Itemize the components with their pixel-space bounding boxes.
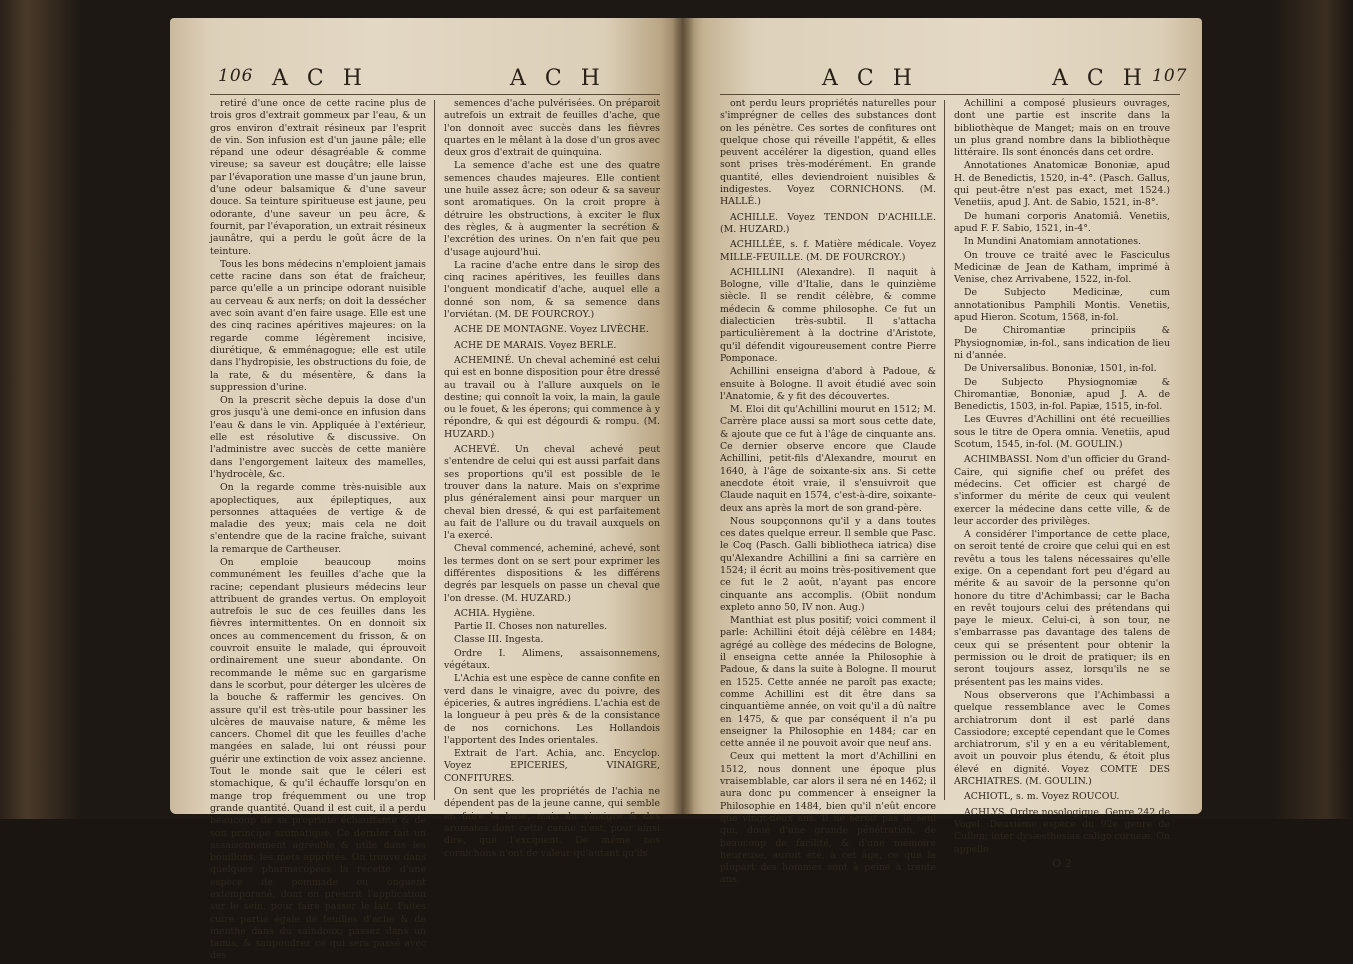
running-head-right-col2: A C H (1052, 66, 1148, 91)
paragraph: Manthiat est plus positif; voici comment il parle: Achillini étoit déjà célèbre en 1484; agrégé au collège des médecins de Bologne, il enseigna cette année la Philosophie à Padoue, & dans la suite à Bologne. Il mourut en 1525. Cette année ne paroît pas exacte; comme Achillini est dit être dans sa cinquantième année, on voit qu'il a dû naître en 1475, & que par conséquent il n'a pu enseigner la Philosophie en 1484; car en cette année il ne pouvoit avoir que neuf ans. (720, 615, 936, 750)
paragraph: A considérer l'importance de cette place, on seroit tenté de croire que celui qui en est revêtu a tous les talens nécessaires qu'elle exige. On a cependant fort peu d'égard au mérite & au savoir de la personne qu'on honore du titre d'Achimbassi; car le Bacha en revêt toujours celui des prétendans qui paye le mieux. Celui-ci, à son tour, ne s'embarrasse pas davantage des talens de ceux qui se présentent pour obtenir la permission ou le droit de pratiquer; ils en seront toujours assez, lorsqu'ils ne se présentent pas les mains vides. (954, 529, 1170, 688)
paragraph: ACHLYS. Ordre nosologique. Genre 242 de Vogel. Deuxième espèce du 92e genre de Cullen; inter dysæsthesias caligo corneæ. On appelle (954, 806, 1170, 855)
paragraph: ont perdu leurs propriétés naturelles pour s'imprégner de celles des substances dont on les pénètre. Ces sortes de confitures ont quelque chose qui réveille l'appétit, & elles peuvent accélérer la digestion, quand elles sont prises très-modérément. En grande quantité, elles deviendroient nuisibles & indigestes. Voyez CORNICHONS. (M. HALLÉ.) (720, 98, 936, 208)
paragraph: ACHEMINÉ. Un cheval acheminé est celui qui est en bonne disposition pour être dressé au travail ou à l'allure auxquels on le destine; qui connoît la voix, la main, la gaule ou le fouet, & les éperons; qui commence à y répondre, & qui est dégourdi & rompu. (M. HUZARD.) (444, 354, 660, 440)
right-column-2 (954, 98, 1170, 870)
paragraph: ACHILLINI (Alexandre). Il naquit à Bologne, ville d'Italie, dans le quinzième siècle. Il se rendit célèbre, & comme médecin & comme philosophe. Ce fut un dialecticien très-subtil. Il s'attacha particulièrement à la doctrine d'Aristote, qu'il défendit vigoureusement contre Pierre Pomponace. (720, 266, 936, 364)
paragraph: Les Œuvres d'Achillini ont été recueillies sous le titre de Opera omnia. Venetiis, apud Scotum, 1545, in-fol. (M. GOULIN.) (954, 414, 1170, 451)
left-page (170, 18, 682, 962)
header-rule-left (210, 94, 660, 95)
paragraph: De Subjecto Medicinæ, cum annotationibus Pamphili Montis. Venetiis, apud Hieron. Scotum, 1568, in-fol. (954, 287, 1170, 324)
paragraph: Classe III. Ingesta. (454, 634, 544, 646)
paragraph: Achillini a composé plusieurs ouvrages, dont une partie est inscrite dans la bibliothèque de Manget; mais on en trouve un plus grand nombre dans la bibliothèque littéraire. Ils sont énoncés dans cet ordre. (954, 98, 1170, 159)
paragraph: Annotationes Anatomicæ Bononiæ, apud H. de Benedictis, 1520, in-4°. (Pasch. Gallus, qui peut-être n'est pas exact, met 1524.) Venetiis, apud J. Ant. de Sabio, 1521, in-8°. (954, 160, 1170, 209)
paragraph: On la regarde comme très-nuisible aux apoplectiques, aux épileptiques, aux personnes attaquées de vertige & de maladie des yeux; mais cela ne doit s'entendre que de la racine fraîche, suivant la remarque de Cartheuser. (210, 482, 426, 555)
paragraph: In Mundini Anatomiam annotationes. (964, 236, 1142, 248)
left-column-2 (444, 98, 660, 861)
paragraph: retiré d'une once de cette racine plus de trois gros d'extrait gommeux par l'eau, & un gros environ d'extrait résineux par l'esprit de vin. Son infusion est d'un jaune pâle; elle répand une odeur désagréable & comme vireuse; sa saveur est douçâtre; elle laisse par l'évaporation une masse d'un jaune brun, d'une odeur balsamique & d'une saveur douce. Sa teinture spiritueuse est jaune, peu odorante, d'une saveur un peu âcre, & fournit, par l'évaporation, un extrait résineux jaunâtre, qui a perdu le goût âcre de la teinture. (210, 98, 426, 257)
running-head-left-col1: A C H (272, 66, 368, 91)
paragraph: Tous les bons médecins n'emploient jamais cette racine dans son état de fraîcheur, parce qu'elle a un principe odorant nuisible au cerveau & aux nerfs; on doit la dessécher avec soin avant d'en faire usage. Elle est une des cinq racines apéritives majeures: on la regarde comme légèrement incisive, diurétique, & emménagogue; elle est utile dans l'hydropisie, les obstructions du foie, de la rate, & du mésentère, & dans la suppression d'urine. (210, 258, 426, 393)
header-rule-right (720, 94, 1180, 95)
left-column-1 (210, 98, 426, 964)
paragraph: Nous soupçonnons qu'il y a dans toutes ces dates quelque erreur. Il semble que Pasc. le Coq (Pasch. Galli bibliotheca iatrica) dise qu'Alexandre Achillini a fini sa carrière en 1524; il écrit au moins très-positivement que ce fut le 2 août, n'ayant pas encore cinquante ans accomplis. (Obiit nondum expleto anno 50, IV non. Aug.) (720, 515, 936, 613)
column-rule-left (434, 100, 435, 800)
paragraph: ACHIA. Hygiène. (454, 607, 536, 619)
paragraph: ACHILLÉE, s. f. Matière médicale. Voyez MILLE-FEUILLE. (M. DE FOURCROY.) (720, 239, 936, 263)
running-head-right-col1: A C H (822, 66, 918, 91)
paragraph: De humani corporis Anatomiâ. Venetiis, apud F. F. Sabio, 1521, in-4°. (954, 210, 1170, 234)
right-page-header (682, 66, 1202, 96)
paragraph: Cheval commencé, acheminé, achevé, sont les termes dont on se sert pour exprimer les différentes dispositions & les différens degrés par lesquels on passe un cheval que l'on dresse. (M. HUZARD.) (444, 543, 660, 604)
right-column-1 (720, 98, 936, 888)
paragraph: On trouve ce traité avec le Fasciculus Medicinæ de Jean de Katham, imprimé à Venise, chez Arrivabene, 1522, in-fol. (954, 249, 1170, 286)
paragraph: Partie II. Choses non naturelles. (454, 621, 608, 633)
paragraph: Extrait de l'art. Achia, anc. Encyclop. Voyez EPICERIES, VINAIGRE, CONFITURES. (444, 748, 660, 784)
signature-mark: O 2 (1052, 856, 1072, 870)
paragraph: ACHE DE MARAIS. Voyez BERLE. (454, 339, 617, 351)
paragraph: La semence d'ache est une des quatre semences chaudes majeures. Elle contient une huile assez âcre; son odeur & sa saveur sont aromatiques. On la croit propre à détruire les obstructions, à exciter le flux des règles, & à augmenter la secrétion & l'excrétion des urines. On n'en fait que peu d'usage aujourd'hui. (444, 160, 660, 258)
paragraph: ACHE DE MONTAGNE. Voyez LIVÈCHE. (454, 324, 649, 336)
paragraph: ACHILLE. Voyez TENDON D'ACHILLE. (M. HUZARD.) (720, 211, 936, 235)
paragraph: De Universalibus. Bononiæ, 1501, in-fol. (964, 363, 1157, 375)
left-page-header (170, 66, 682, 96)
paragraph: Ceux qui mettent la mort d'Achillini en 1512, nous donnent une époque plus vraisemblable, car alors il sera né en 1462; il aura donc pu commencer à enseigner la Philosophie en 1484, bien qu'il n'eût encore que vingt-deux ans. Il ne seroit pas le seul qui, doué d'une grande pénétration, de beaucoup de facilité, & d'une mémoire heureuse, auroit été, à cet âge, ce que la plupart des hommes sont à peine à trente ans. (720, 751, 936, 886)
paragraph: On la prescrit sèche depuis la dose d'un gros jusqu'à une demi-once en infusion dans l'eau & dans le vin. Appliquée à l'extérieur, elle est résolutive & discussive. On l'administre avec succès de cette manière dans l'engorgement laiteux des mamelles, l'hydrocèle, &c. (210, 395, 426, 480)
paragraph: ACHIMBASSI. Nom d'un officier du Grand-Caire, qui signifie chef ou préfet des médecins. Cet officier est chargé de s'informer du mérite de ceux qui veulent exercer la médecine dans cette ville, & de leur accorder des privilèges. (954, 454, 1170, 527)
paragraph: De Subjecto Physiognomiæ & Chiromantiæ, Bononiæ, apud J. A. de Benedictis, 1503, in-fol. Papiæ, 1515, in-fol. (954, 376, 1170, 413)
paragraph: semences d'ache pulvérisées. On préparoit autrefois un extrait de feuilles d'ache, que l'on donnoit avec succès dans les fièvres quartes en le mêlant à la dose d'un gros avec deux gros d'extrait de quinquina. (444, 98, 660, 159)
page-number-left: 106 (218, 66, 254, 86)
running-head-left-col2: A C H (510, 66, 606, 91)
paragraph: De Chiromantiæ principiis & Physiognomiæ, in-fol., sans indication de lieu ni d'année. (954, 325, 1170, 361)
right-page (682, 18, 1202, 886)
column-rule-right (944, 100, 945, 800)
paragraph: ACHEVÉ. Un cheval achevé peut s'entendre de celui qui est aussi parfait dans ses proportions qu'il est possible de le trouver dans la nature. Mais on s'exprime plus généralement ainsi pour marquer un cheval bien dressé, & qui est parfaitement au fait de l'allure ou du travail auxquels on l'a exercé. (444, 444, 660, 542)
paragraph: La racine d'ache entre dans le sirop des cinq racines apéritives, les feuilles dans l'onguent mondicatif d'ache, auquel elle a donné son nom, & sa semence dans l'orviétan. (M. DE FOURCROY.) (444, 259, 660, 321)
paragraph: On sent que les propriétés de l'achia ne dépendent pas de la jeune canne, qui semble en faire la base, mais du vinaigre & des aromates dont cette canne n'est, pour ainsi dire, que l'excipient. De même nos cornichons n'ont de valeur qu'autant qu'ils (444, 786, 660, 859)
paragraph: Ordre I. Alimens, assaisonnemens, végétaux. (444, 647, 660, 672)
paragraph: L'Achia est une espèce de canne confite en verd dans le vinaigre, avec du poivre, des épiceries, & autres ingrédiens. L'achia est de la longueur à peu près & de la consistance de nos cornichons. Les Hollandois l'apportent des Indes orientales. (444, 673, 661, 746)
paragraph: ACHIOTL, s. m. Voyez ROUCOU. (964, 791, 1120, 803)
page-number-right: 107 (1152, 66, 1188, 86)
paragraph: Achillini enseigna d'abord à Padoue, & ensuite à Bologne. Il avoit étudié avec soin l'Anatomie, & y fit des découvertes. (720, 366, 936, 402)
paragraph: On emploie beaucoup moins communément les feuilles d'ache que la racine; cependant plusieurs médecins leur attribuent de grandes vertus. On employoit autrefois le suc de ces feuilles dans les fièvres intermittentes. On en donnoit six onces au commencement du frisson, & on couvroit ensuite le malade, qui éprouvoit ordinairement une sueur abondante. On recommande le même suc en gargarisme dans le scorbut, pour déterger les ulcères de la bouche & raffermir les gencives. On assure qu'il est très-utile pour bassiner les ulcères de mauvaise nature, & même les cancers. Chomel dit que les feuilles d'ache mangées en salade, lui ont réussi pour guérir une extinction de voix assez ancienne. Tout le monde sait que le céleri est stomachique, & qu'il échauffe lorsqu'on en mange trop fréquemment ou une trop grande quantité. Quand il est cuit, il a perdu beaucoup de sa propriété échauffante & de son principe aromatique. Ce dernier fait un assaisonnement agréable & utile dans les bouillons, les mets apprêtés. On trouve dans quelques pharmacopées la recette d'une espèce de pommade ou onguent extemporané, dont on prescrit l'application sur le sein, pour faire passer le lait. Faites cuire partie égale de feuilles d'ache & de menthe dans du saindoux; passez dans un tamis, & saupoudrez ce qui sera passé avec des (210, 556, 426, 962)
paragraph: Nous observerons que l'Achimbassi a quelque ressemblance avec le Comes archiatrorum dont il est parlé dans Cassiodore; excepté cependant que le Comes archiatrorum, s'il y en a eu véritablement, avoit un pouvoir plus étendu, & étoit plus élevé en dignité. Voyez COMTE DES ARCHIATRES. (M. GOULIN.) (954, 689, 1170, 788)
paragraph: M. Eloi dit qu'Achillini mourut en 1512; M. Carrère place aussi sa mort sous cette date, & ajoute que ce fut à l'âge de cinquante ans. Ce dernier observe encore que Claude Achillini, petit-fils d'Alexandre, mourut en 1640, à l'âge de soixante-six ans. Si cette anecdote étoit vraie, il s'ensuivroit que Claude naquit en 1574, c'est-à-dire, soixante-deux ans après la mort de son grand-père. (720, 404, 936, 514)
